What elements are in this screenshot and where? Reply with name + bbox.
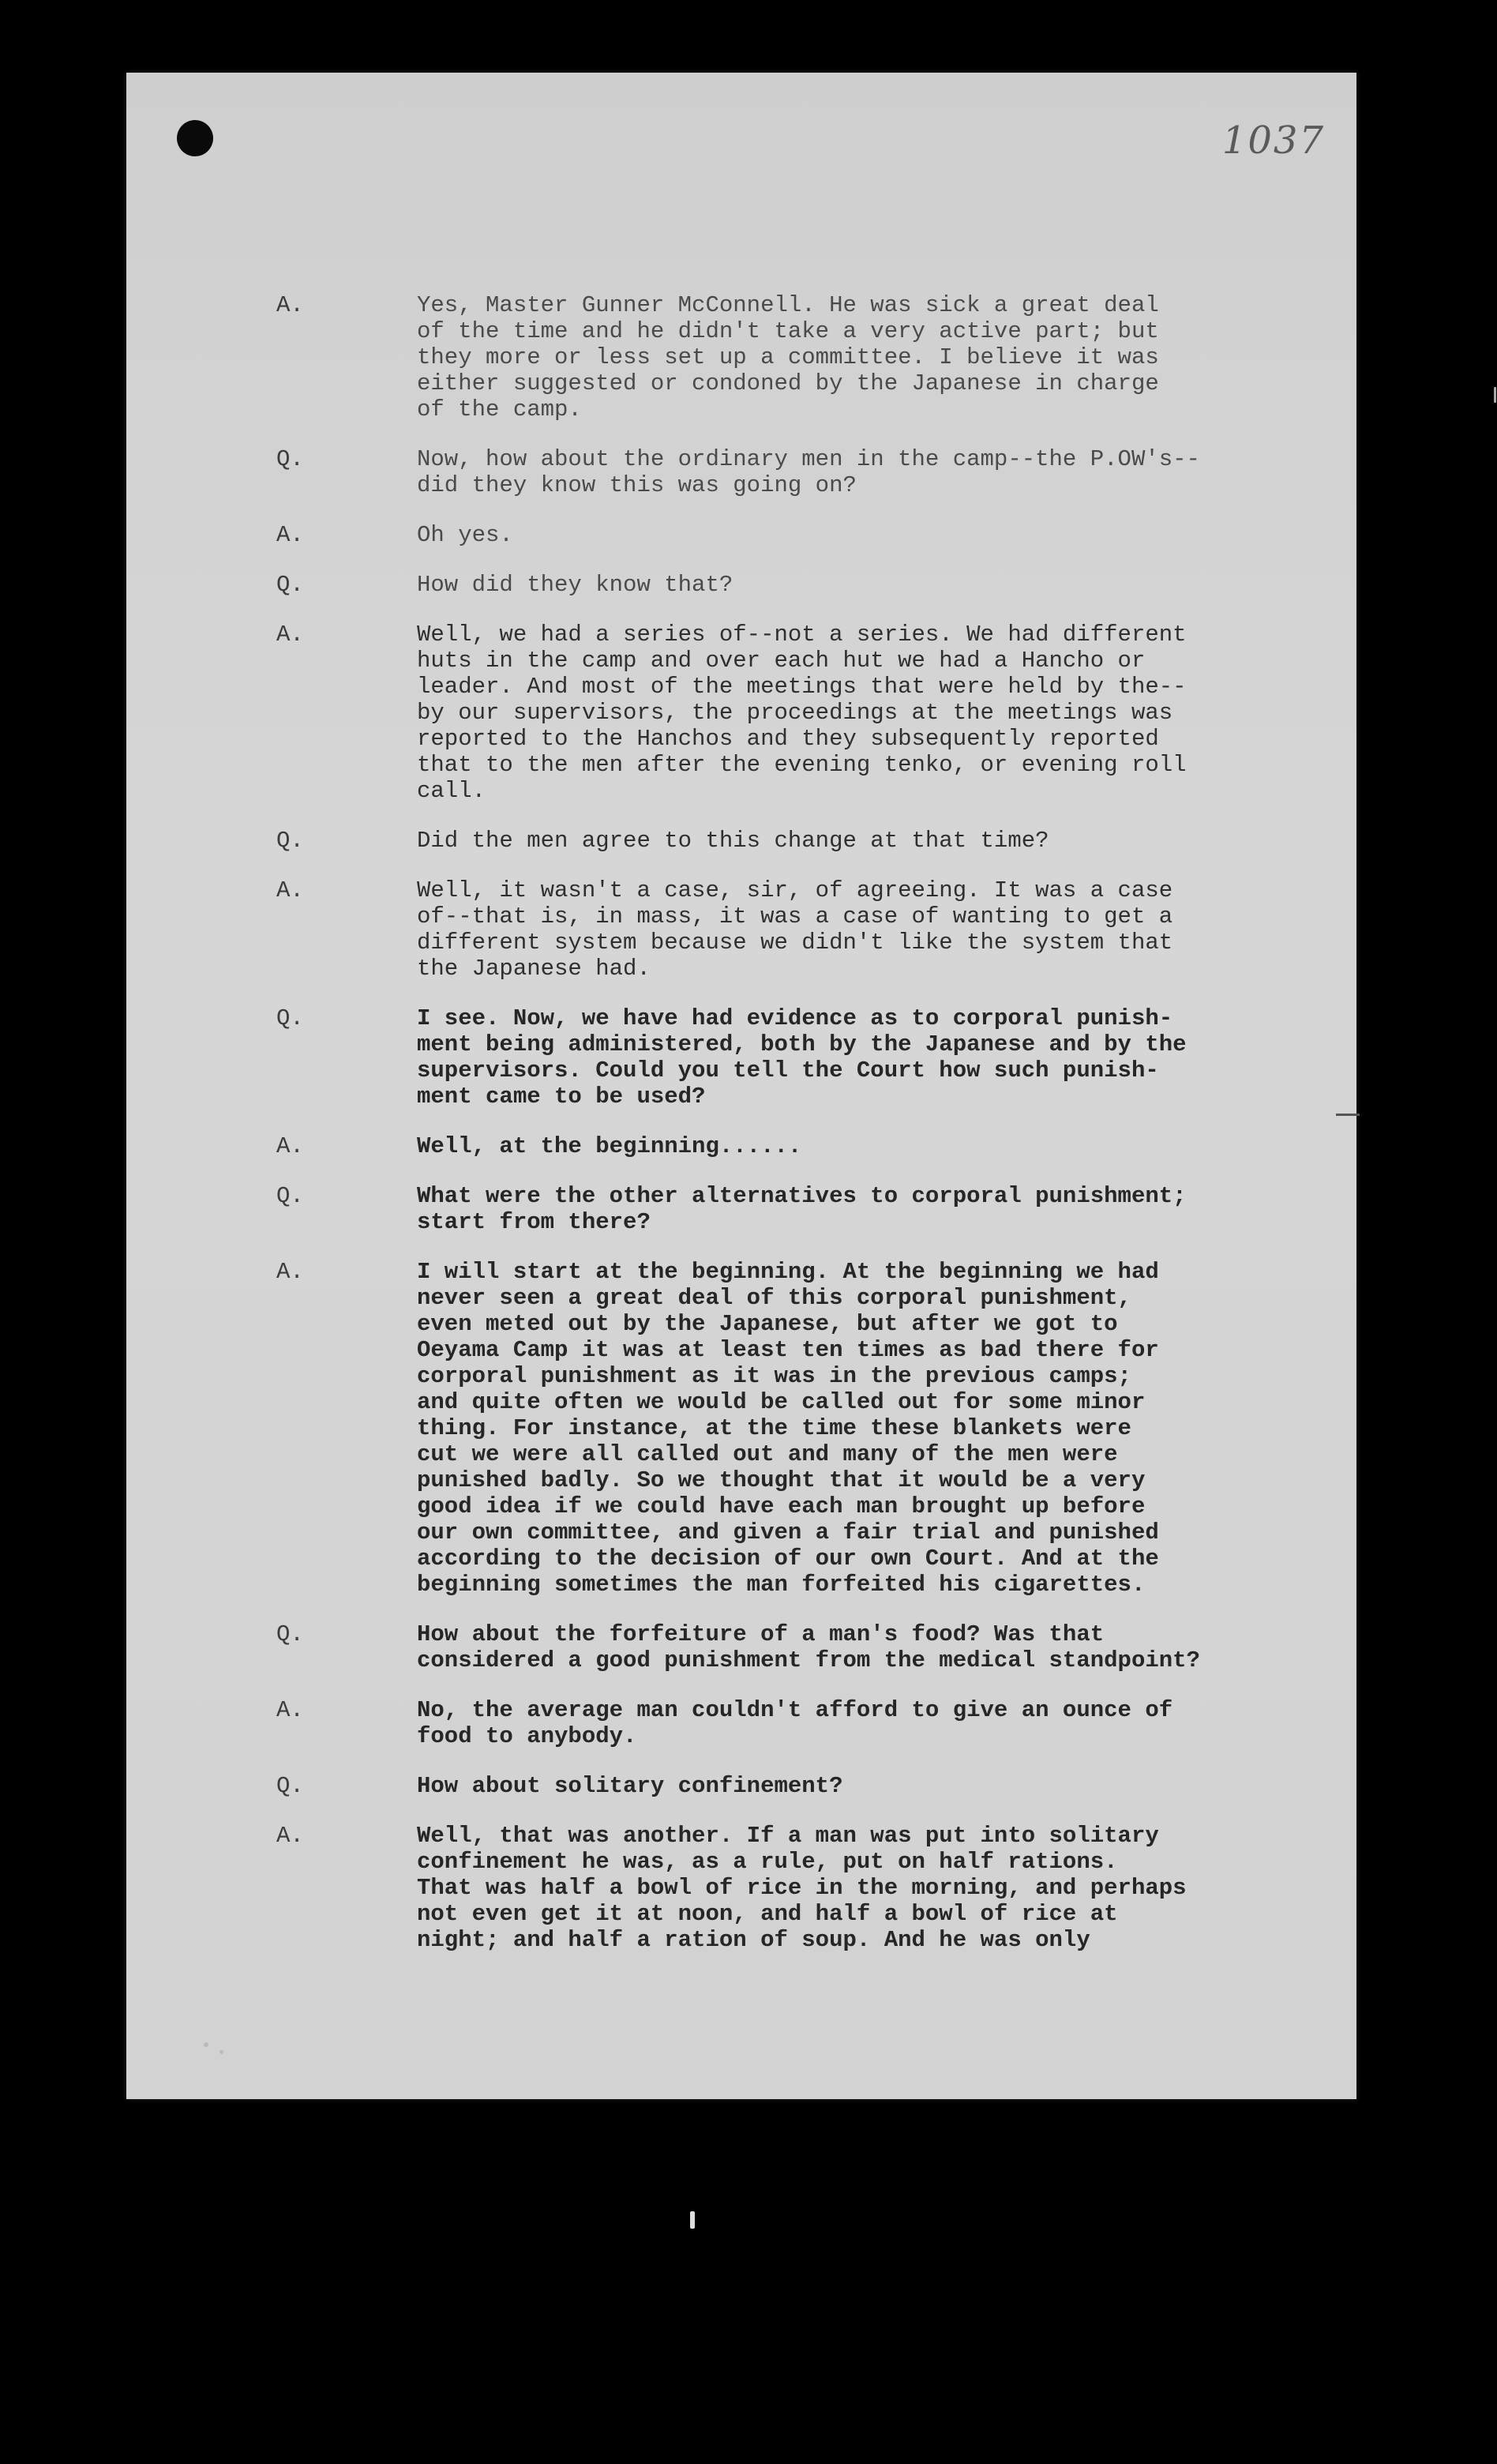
transcript-entry bbox=[126, 877, 1356, 982]
speaker-label: Q. bbox=[276, 1005, 304, 1031]
transcript-entry bbox=[126, 1183, 1356, 1235]
entry-text: I will start at the beginning. At the beginning we had never seen a great deal of this corporal punishment, even meted out by the Japanese, but after we got to Oeyama Camp it was at least ten times as bad there for corporal punishment as it was in the previous camps; and quite often we would be called out for some minor thing. For instance, at the time these blankets were cut we were all called out and many of the men were punished badly. So we thought that it would be a very good idea if we could have each man brought up before our own committee, and given a fair trial and punished according to the decision of our own Court. And at the beginning sometimes the man forfeited his cigarettes. bbox=[417, 1259, 1159, 1598]
speaker-label: Q. bbox=[276, 1183, 304, 1209]
entry-text: Well, we had a series of--not a series. We had different huts in the camp and over each hut we had a Hancho or leader. And most of the meetings that were held by the-- by our supervisors, the proceedings at the meetings was reported to the Hanchos and they subsequently reported that to the men after the evening tenko, or evening roll call. bbox=[417, 622, 1187, 804]
speaker-label: Q. bbox=[276, 828, 304, 854]
transcript-entry bbox=[126, 1773, 1356, 1799]
transcript-entry bbox=[126, 622, 1356, 804]
punch-hole bbox=[177, 120, 213, 156]
entry-text: How did they know that? bbox=[417, 572, 733, 598]
speaker-label: A. bbox=[276, 1133, 304, 1159]
film-mark bbox=[1494, 387, 1496, 403]
speaker-label: Q. bbox=[276, 572, 304, 598]
transcript-entry bbox=[126, 292, 1356, 423]
entry-text: Well, it wasn't a case, sir, of agreeing. It was a case of--that is, in mass, it was a case of wanting to get a different system because we didn't like the system that the Japanese had. bbox=[417, 877, 1173, 982]
dust-speck bbox=[219, 2050, 223, 2054]
speaker-label: A. bbox=[276, 1259, 304, 1285]
entry-text: How about solitary confinement? bbox=[417, 1773, 843, 1799]
dust-speck bbox=[204, 2042, 208, 2047]
entry-text: I see. Now, we have had evidence as to corporal punish- ment being administered, both by the Japanese and by the supervisors. Could you tell the Court how such punish- ment came to be used? bbox=[417, 1005, 1187, 1110]
transcript-entry bbox=[126, 522, 1356, 548]
speaker-label: Q. bbox=[276, 1773, 304, 1799]
speaker-label: A. bbox=[276, 877, 304, 903]
document-page bbox=[126, 73, 1356, 2099]
entry-text: Well, at the beginning...... bbox=[417, 1133, 802, 1159]
speaker-label: Q. bbox=[276, 1621, 304, 1647]
film-mark bbox=[690, 2211, 695, 2229]
transcript-entry bbox=[126, 1259, 1356, 1598]
entry-text: Oh yes. bbox=[417, 522, 513, 548]
speaker-label: A. bbox=[276, 1697, 304, 1723]
transcript-entry bbox=[126, 572, 1356, 598]
transcript-entry bbox=[126, 446, 1356, 498]
transcript bbox=[126, 292, 1356, 1977]
page-number: 1037 bbox=[1221, 118, 1325, 163]
speaker-label: A. bbox=[276, 522, 304, 548]
speaker-label: A. bbox=[276, 622, 304, 648]
speaker-label: A. bbox=[276, 1823, 304, 1849]
entry-text: No, the average man couldn't afford to give an ounce of food to anybody. bbox=[417, 1697, 1173, 1749]
entry-text: Well, that was another. If a man was put into solitary confinement he was, as a rule, put on half rations. That was half a bowl of rice in the morning, and perhaps not even get it at noon, and half a bowl of rice at night; and half a ration of soup. And he was only bbox=[417, 1823, 1187, 1953]
entry-text: How about the forfeiture of a man's food? Was that considered a good punishment from the medical standpoint? bbox=[417, 1621, 1200, 1673]
transcript-entry bbox=[126, 828, 1356, 854]
transcript-entry bbox=[126, 1621, 1356, 1673]
speaker-label: A. bbox=[276, 292, 304, 318]
entry-text: What were the other alternatives to corporal punishment; start from there? bbox=[417, 1183, 1187, 1235]
entry-text: Did the men agree to this change at that time? bbox=[417, 828, 1049, 854]
transcript-entry bbox=[126, 1133, 1356, 1159]
transcript-entry bbox=[126, 1005, 1356, 1110]
entry-text: Yes, Master Gunner McConnell. He was sick a great deal of the time and he didn't take a very active part; but they more or less set up a committee. I believe it was either suggested or condoned by the Japanese in charge of the camp. bbox=[417, 292, 1159, 423]
transcript-entry bbox=[126, 1697, 1356, 1749]
transcript-entry bbox=[126, 1823, 1356, 1953]
entry-text: Now, how about the ordinary men in the camp--the P.OW's-- did they know this was going on? bbox=[417, 446, 1200, 498]
speaker-label: Q. bbox=[276, 446, 304, 472]
